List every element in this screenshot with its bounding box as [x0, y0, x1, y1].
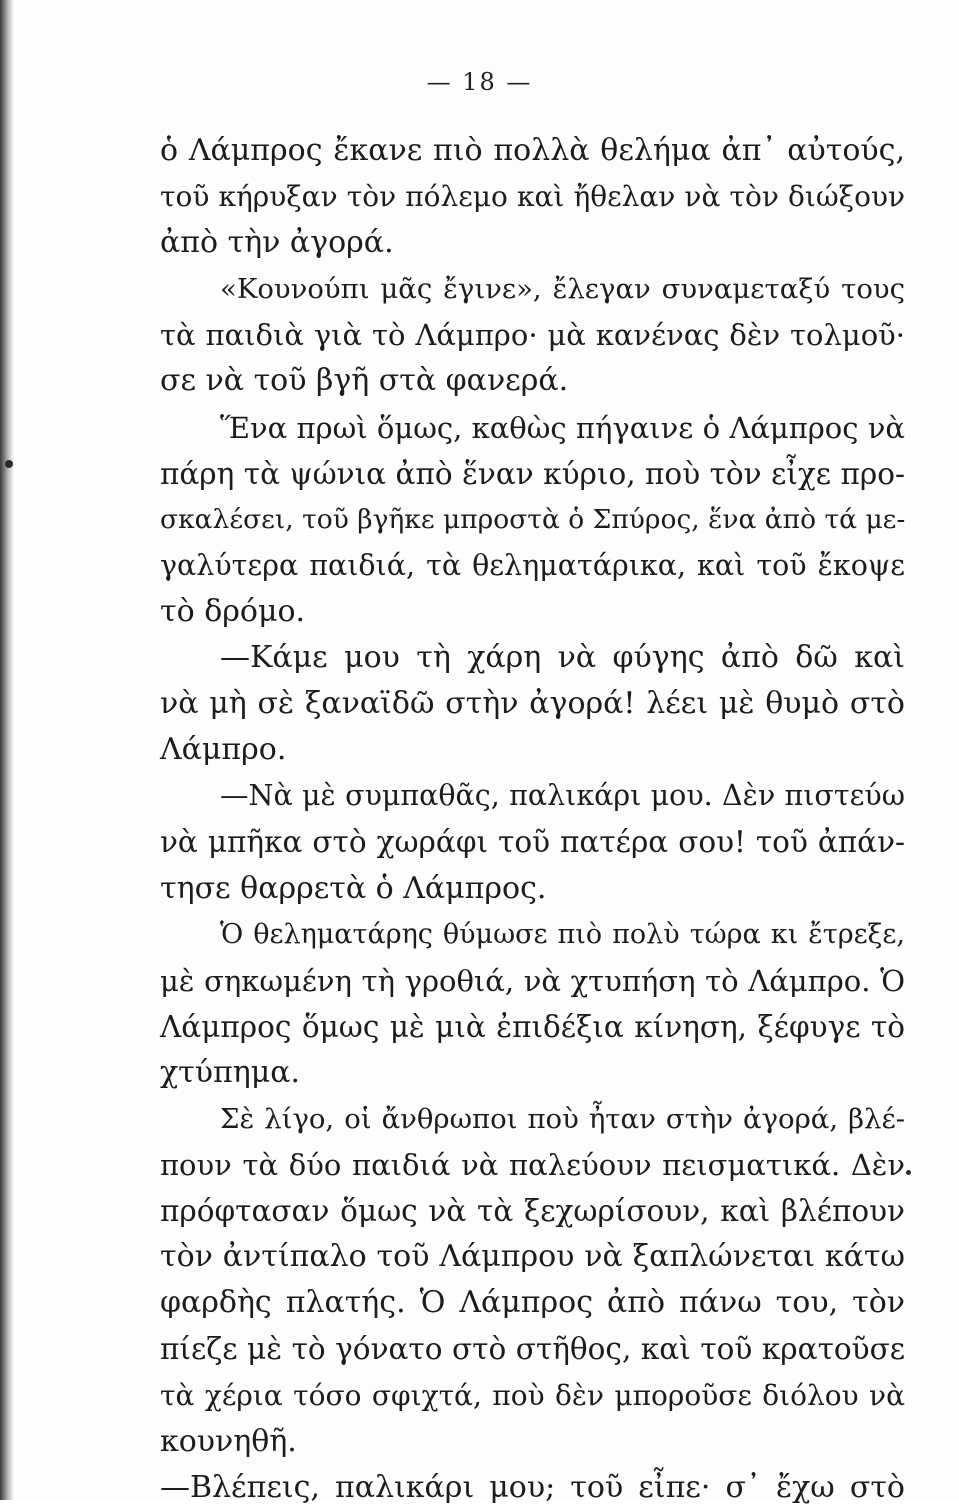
- text-line: γαλύτερα παιδιά, τὰ θεληματάρικα, καὶ τοῦ ἔκοψε: [160, 548, 905, 582]
- text-line: τὰ χέρια τόσο σφιχτά, ποὺ δὲν μποροῦσε διόλου νὰ: [160, 1378, 905, 1412]
- text-line: Λάμπρο.: [160, 732, 287, 768]
- text-line: νὰ μὴ σὲ ξαναϊδῶ στὴν ἀγορά! λέει μὲ θυμὸ στὸ: [160, 686, 905, 722]
- text-line: ἀπὸ τὴν ἀγορά.: [160, 225, 394, 261]
- text-line: μὲ σηκωμένη τὴ γροθιά, νὰ χτυπήση τὸ Λάμπρο. Ὁ: [160, 963, 905, 998]
- text-line: πίεζε μὲ τὸ γόνατο στὸ στῆθος, καὶ τοῦ κρατοῦσε: [160, 1332, 905, 1367]
- text-line: πάρη τὰ ψώνια ἀπὸ ἕναν κύριο, ποὺ τὸν εἶχε προ-: [160, 456, 905, 491]
- text-line: τὰ παιδιὰ γιὰ τὸ Λάμπρο· μὰ κανένας δὲν τολμοῦ·: [160, 318, 905, 353]
- text-line: ὁ Λάμπρος ἔκανε πιὸ πολλὰ θελήμα ἀπ᾽ αὐτούς,: [160, 133, 905, 168]
- text-line: —Νὰ μὲ συμπαθᾶς, παλικάρι μου. Δὲν πιστεύω: [220, 779, 905, 813]
- text-line: Ὁ θεληματάρης θύμωσε πιὸ πολὺ τώρα κι ἔτρεξε,: [220, 918, 905, 950]
- text-line: φαρδὴς πλατής. Ὁ Λάμπρος ἀπὸ πάνω του, τὸν: [160, 1285, 905, 1321]
- page-number: — 18 —: [426, 68, 533, 96]
- body-text: [160, 128, 905, 1511]
- text-line: —Βλέπεις, παλικάρι μου; τοῦ εἶπε· σ᾽ ἔχω στὸ: [160, 1469, 905, 1505]
- text-line: τὸ δρόμο.: [160, 593, 306, 629]
- text-line: κουνηθῆ.: [160, 1423, 297, 1459]
- text-line: νὰ μπῆκα στὸ χωράφι τοῦ πατέρα σου! τοῦ ἀπάν-: [160, 825, 905, 860]
- text-line: —Κάμε μου τὴ χάρη νὰ φύγης ἀπὸ δῶ καὶ: [220, 640, 905, 676]
- text-line: χτύπημα.: [160, 1054, 300, 1090]
- text-line: Σὲ λίγο, οἱ ἄνθρωποι ποὺ ἦταν στὴν ἀγορά, βλέ-: [220, 1102, 905, 1135]
- page-binding-shadow: [0, 0, 14, 1500]
- ink-speck: [906, 1170, 911, 1175]
- text-line: πρόφτασαν ὅμως νὰ τὰ ξεχωρίσουν, καὶ βλέπουν: [160, 1194, 905, 1229]
- text-line: πουν τὰ δύο παιδιά νὰ παλεύουν πεισματικά. Δὲν: [160, 1148, 905, 1183]
- text-line: τοῦ κήρυξαν τὸν πόλεμο καὶ ἤθελαν νὰ τὸν διώξουν: [160, 180, 905, 214]
- text-line: «Κουνούπι μᾶς ἔγινε», ἔλεγαν συναμεταξύ τους: [220, 273, 905, 306]
- ink-speck: [5, 460, 13, 468]
- text-line: Ἕνα πρωὶ ὅμως, καθὼς πήγαινε ὁ Λάμπρος νὰ: [220, 410, 905, 445]
- text-line: σκαλέσει, τοῦ βγῆκε μπροστὰ ὁ Σπύρος, ἕνα ἀπὸ τά με-: [160, 503, 906, 535]
- text-line: Λάμπρος ὅμως μὲ μιὰ ἐπιδέξια κίνηση, ξέφυγε τὸ: [160, 1009, 905, 1044]
- text-line: τησε θαρρετὰ ὁ Λάμπρος.: [160, 870, 547, 906]
- text-line: τὸν ἀντίπαλο τοῦ Λάμπρου νὰ ξαπλώνεται κάτω: [160, 1239, 905, 1275]
- text-line: σε νὰ τοῦ βγῆ στὰ φανερά.: [160, 363, 569, 399]
